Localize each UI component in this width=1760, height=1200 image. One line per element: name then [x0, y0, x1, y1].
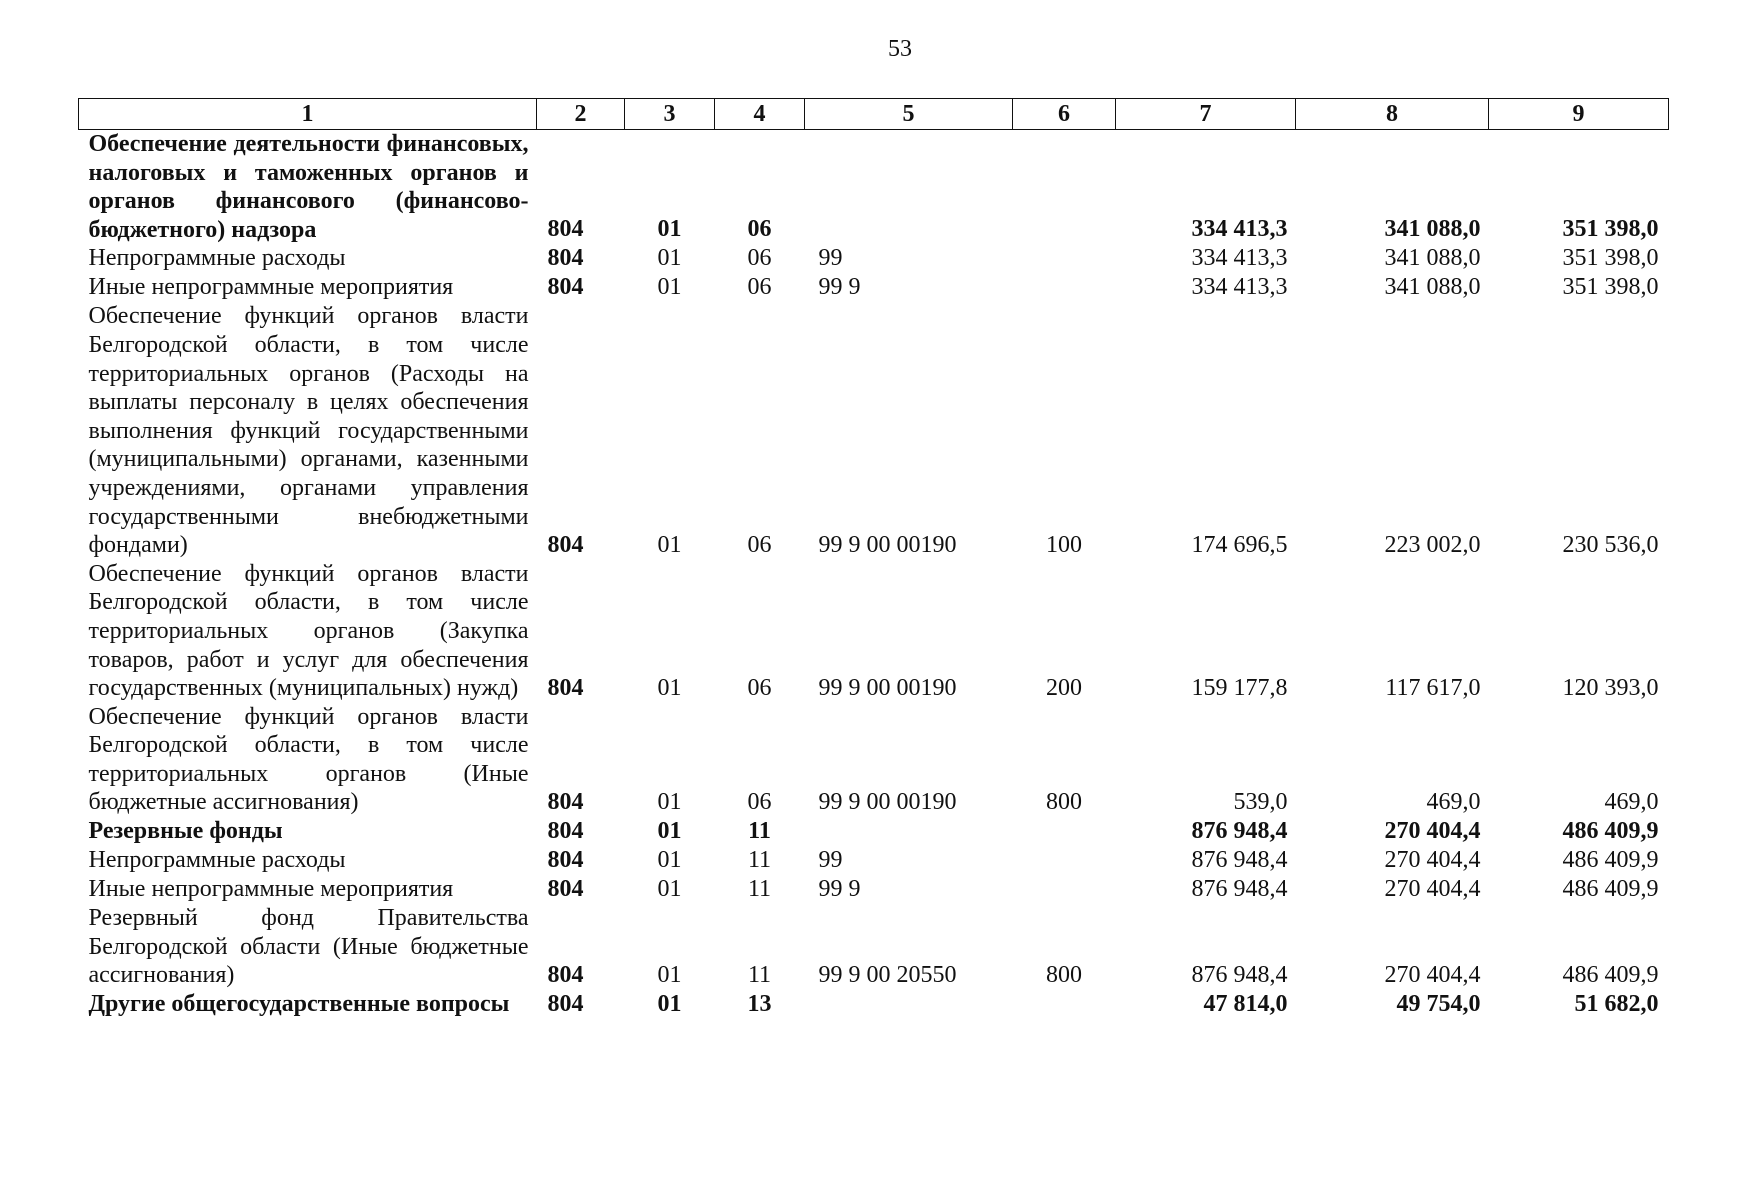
- amount-year-2: 341 088,0: [1384, 245, 1481, 272]
- table-row: [79, 273, 1669, 302]
- amount-year-2: 49 754,0: [1396, 990, 1481, 1017]
- admin-code: 804: [547, 674, 584, 701]
- subsection-code: 06: [747, 531, 772, 558]
- section-code: 01: [657, 789, 682, 816]
- amount-year-3: 486 409,9: [1562, 961, 1659, 988]
- admin-code: 804: [547, 961, 584, 988]
- amount-year-2: 341 088,0: [1384, 274, 1481, 301]
- amount-year-1: 876 948,4: [1191, 876, 1288, 903]
- expense-type-code: 100: [1046, 531, 1082, 558]
- target-article-code: [805, 817, 1013, 846]
- target-article-code: 99: [818, 847, 843, 874]
- admin-code: 804: [547, 847, 584, 874]
- column-header: 4: [715, 99, 805, 130]
- amount-year-3: 351 398,0: [1562, 216, 1659, 243]
- section-code: 01: [657, 990, 682, 1017]
- amount-year-3: 486 409,9: [1562, 847, 1659, 874]
- table-row: [79, 990, 1669, 1019]
- amount-year-3: 120 393,0: [1562, 674, 1659, 701]
- table-row: [79, 244, 1669, 273]
- section-code: 01: [657, 274, 682, 301]
- row-description: Резервный фонд Правительства Белгородской области (Иные бюджетные ассигнования): [88, 905, 529, 989]
- amount-year-2: 117 617,0: [1385, 674, 1481, 701]
- section-code: 01: [657, 216, 682, 243]
- target-article-code: 99 9: [818, 274, 861, 301]
- table-row: [79, 904, 1669, 990]
- expense-type-code: 200: [1046, 674, 1082, 701]
- target-article-code: [805, 130, 1013, 245]
- amount-year-1: 334 413,3: [1191, 274, 1288, 301]
- subsection-code: 06: [747, 789, 772, 816]
- table-row: [79, 817, 1669, 846]
- amount-year-1: 876 948,4: [1191, 847, 1288, 874]
- amount-year-1: 174 696,5: [1191, 531, 1288, 558]
- section-code: 01: [657, 961, 682, 988]
- admin-code: 804: [547, 274, 584, 301]
- expense-type-code: 800: [1046, 789, 1082, 816]
- subsection-code: 06: [747, 216, 772, 243]
- subsection-code: 11: [747, 961, 772, 988]
- page-number: 53: [888, 36, 912, 62]
- expense-type-code: [1013, 875, 1116, 904]
- table-row: [79, 302, 1669, 559]
- table-row: [79, 875, 1669, 904]
- amount-year-2: 469,0: [1426, 789, 1481, 816]
- subsection-code: 06: [747, 274, 772, 301]
- row-description: Иные непрограммные мероприятия: [88, 876, 454, 903]
- amount-year-3: 51 682,0: [1574, 990, 1659, 1017]
- section-code: 01: [657, 531, 682, 558]
- amount-year-2: 270 404,4: [1384, 961, 1481, 988]
- row-description: Обеспечение функций органов власти Белгородской области, в том числе территориальных органов (Расходы на выплаты персоналу в целях обеспечения выполнения функций государственными (муниципальными) органами, казенными учреждениями, органами управления государственными внебюджетными фондами): [88, 303, 529, 559]
- row-description: Резервные фонды: [88, 818, 283, 845]
- expense-type-code: [1013, 817, 1116, 846]
- expense-type-code: 800: [1046, 961, 1082, 988]
- admin-code: 804: [547, 789, 584, 816]
- table-row: [79, 130, 1669, 245]
- table-header-row: [79, 99, 1669, 130]
- section-code: 01: [657, 847, 682, 874]
- target-article-code: 99: [818, 245, 843, 272]
- amount-year-1: 47 814,0: [1203, 990, 1288, 1017]
- admin-code: 804: [547, 990, 584, 1017]
- amount-year-2: 341 088,0: [1384, 216, 1481, 243]
- column-header: 2: [537, 99, 625, 130]
- target-article-code: 99 9 00 00190: [818, 674, 957, 701]
- amount-year-3: 486 409,9: [1562, 818, 1659, 845]
- admin-code: 804: [547, 245, 584, 272]
- row-description: Другие общегосударственные вопросы: [88, 990, 510, 1017]
- column-header: 3: [625, 99, 715, 130]
- target-article-code: 99 9 00 20550: [818, 961, 957, 988]
- section-code: 01: [657, 674, 682, 701]
- expense-type-code: [1013, 273, 1116, 302]
- amount-year-1: 334 413,3: [1191, 245, 1288, 272]
- row-description: Обеспечение функций органов власти Белгородской области, в том числе территориальных органов (Иные бюджетные ассигнования): [88, 703, 529, 816]
- row-description: Обеспечение деятельности финансовых, налоговых и таможенных органов и органов финансового (финансово-бюджетного) надзора: [88, 131, 529, 243]
- subsection-code: 11: [747, 847, 772, 874]
- amount-year-3: 486 409,9: [1562, 876, 1659, 903]
- table-row: [79, 560, 1669, 703]
- amount-year-2: 270 404,4: [1384, 876, 1481, 903]
- table-row: [79, 703, 1669, 817]
- amount-year-1: 876 948,4: [1191, 961, 1288, 988]
- target-article-code: [805, 990, 1013, 1019]
- amount-year-3: 351 398,0: [1562, 245, 1659, 272]
- admin-code: 804: [547, 818, 584, 845]
- admin-code: 804: [547, 531, 584, 558]
- subsection-code: 11: [747, 876, 772, 903]
- row-description: Непрограммные расходы: [88, 245, 346, 272]
- amount-year-2: 270 404,4: [1384, 818, 1481, 845]
- subsection-code: 06: [747, 245, 772, 272]
- table-row: [79, 846, 1669, 875]
- amount-year-3: 469,0: [1604, 789, 1659, 816]
- row-description: Непрограммные расходы: [88, 847, 346, 874]
- subsection-code: 11: [748, 818, 771, 845]
- row-description: Иные непрограммные мероприятия: [88, 274, 454, 301]
- amount-year-1: 539,0: [1233, 789, 1288, 816]
- amount-year-1: 876 948,4: [1191, 818, 1288, 845]
- amount-year-3: 230 536,0: [1562, 531, 1659, 558]
- amount-year-3: 351 398,0: [1562, 274, 1659, 301]
- admin-code: 804: [547, 216, 584, 243]
- column-header: 8: [1296, 99, 1489, 130]
- column-header: 6: [1013, 99, 1116, 130]
- amount-year-2: 223 002,0: [1384, 531, 1481, 558]
- section-code: 01: [657, 876, 682, 903]
- amount-year-2: 270 404,4: [1384, 847, 1481, 874]
- subsection-code: 13: [747, 990, 772, 1017]
- column-header: 9: [1489, 99, 1669, 130]
- column-header: 5: [805, 99, 1013, 130]
- amount-year-1: 159 177,8: [1191, 674, 1288, 701]
- target-article-code: 99 9 00 00190: [818, 789, 957, 816]
- target-article-code: 99 9: [818, 876, 861, 903]
- budget-table: [78, 98, 1669, 1019]
- section-code: 01: [657, 245, 682, 272]
- admin-code: 804: [547, 876, 584, 903]
- expense-type-code: [1013, 244, 1116, 273]
- expense-type-code: [1013, 846, 1116, 875]
- column-header: 7: [1116, 99, 1296, 130]
- row-description: Обеспечение функций органов власти Белгородской области, в том числе территориальных органов (Закупка товаров, работ и услуг для обеспечения государственных (муниципальных) нужд): [88, 560, 529, 702]
- column-header: 1: [79, 99, 537, 130]
- amount-year-1: 334 413,3: [1191, 216, 1288, 243]
- subsection-code: 06: [747, 674, 772, 701]
- expense-type-code: [1013, 990, 1116, 1019]
- section-code: 01: [657, 818, 682, 845]
- target-article-code: 99 9 00 00190: [818, 531, 957, 558]
- expense-type-code: [1013, 130, 1116, 245]
